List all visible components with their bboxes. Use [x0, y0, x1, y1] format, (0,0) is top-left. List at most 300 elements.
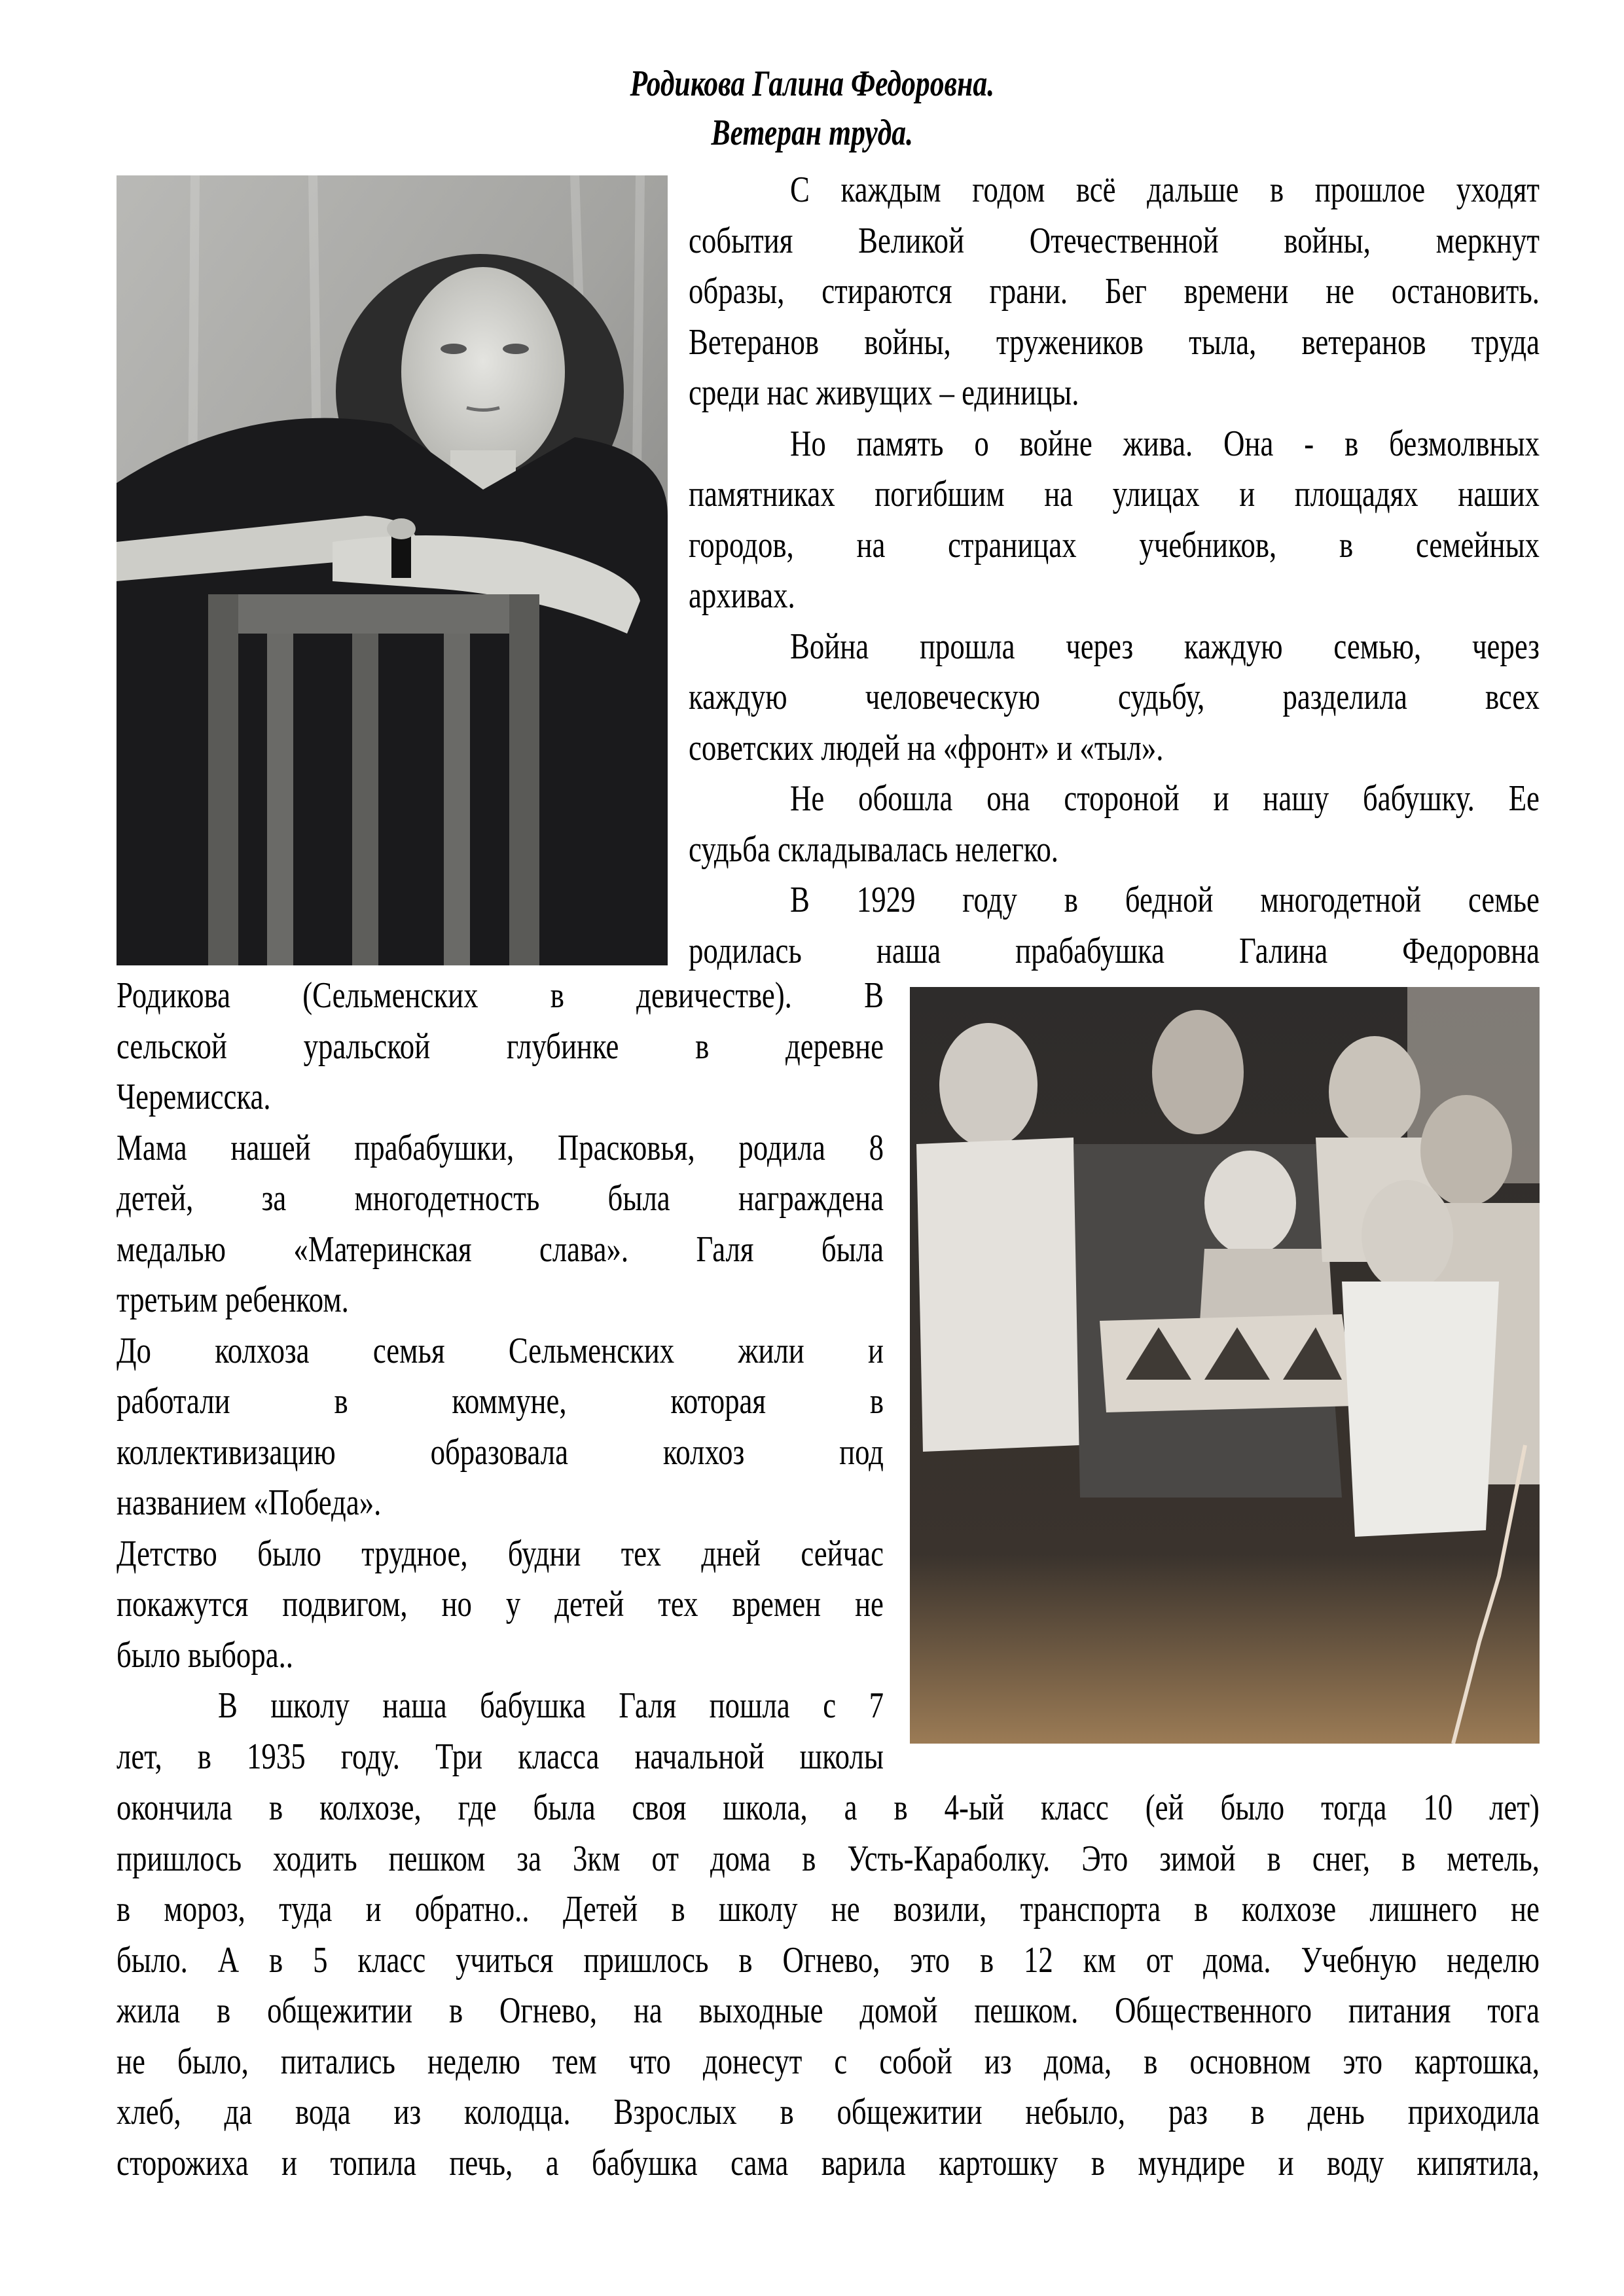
- word: пришлось: [117, 1838, 242, 1879]
- word: от: [1146, 1939, 1174, 1981]
- portrait-photo: [117, 175, 668, 965]
- word: коммуне,: [452, 1381, 567, 1422]
- word: В: [790, 880, 810, 920]
- word: лет): [1489, 1787, 1540, 1828]
- word: в: [217, 1990, 231, 2031]
- word: трудное,: [361, 1533, 468, 1574]
- word: нашей: [230, 1127, 311, 1168]
- family-photo-image: [910, 987, 1540, 1744]
- word: дома: [710, 1838, 771, 1879]
- word: пешком: [388, 1838, 486, 1879]
- word: Ветеранов: [689, 321, 820, 363]
- word: погибшим: [875, 474, 1005, 514]
- word: годом: [972, 170, 1045, 210]
- text-line: [790, 774, 1540, 824]
- word: тех: [658, 1584, 698, 1624]
- word: возили,: [893, 1889, 987, 1929]
- word: питания: [1348, 1990, 1451, 2031]
- word: с: [823, 1685, 837, 1726]
- word: До: [117, 1330, 151, 1371]
- word: из: [984, 2041, 1012, 2082]
- text-line: [117, 1427, 884, 1478]
- word: общежитии: [267, 1990, 413, 2031]
- word: приходила: [1407, 2092, 1540, 2132]
- word: учиться: [456, 1939, 554, 1981]
- word: класс: [357, 1939, 426, 1981]
- word: Это: [1081, 1838, 1128, 1879]
- word: общежитии: [837, 2092, 983, 2132]
- word: не: [117, 2041, 145, 2082]
- word: наша: [876, 930, 941, 971]
- word: в: [550, 975, 564, 1016]
- word: лишнего: [1369, 1889, 1477, 1929]
- word: прабабушка: [1015, 930, 1165, 971]
- word: в: [1091, 2142, 1105, 2183]
- word: 10: [1423, 1787, 1453, 1828]
- text-line: [117, 1732, 884, 1782]
- word: Усть-Караболку.: [847, 1838, 1051, 1879]
- text-line: [117, 1376, 884, 1427]
- word: небыло,: [1025, 2092, 1126, 2132]
- word: колхозе,: [319, 1787, 422, 1828]
- word: вода: [295, 2092, 351, 2132]
- word: из: [393, 2092, 422, 2132]
- word: в: [117, 1889, 131, 1929]
- word: многодетной: [1260, 880, 1422, 920]
- word: раз: [1168, 2092, 1208, 2132]
- word: бабушка: [480, 1685, 586, 1726]
- word: топила: [330, 2142, 416, 2183]
- word: класса: [518, 1736, 600, 1777]
- text-line: [117, 1884, 1540, 1935]
- word: мундире: [1138, 2142, 1246, 2183]
- word: учебников,: [1139, 524, 1277, 565]
- word: в: [979, 1939, 994, 1981]
- text-line: названием «Победа».: [117, 1482, 382, 1523]
- word: прошла: [919, 626, 1015, 667]
- word: войне: [1019, 423, 1092, 464]
- word: дальше: [1147, 170, 1239, 210]
- word: колодца.: [463, 2092, 571, 2132]
- word: прошлое: [1314, 170, 1426, 210]
- word: и: [281, 2142, 297, 2183]
- word: А: [217, 1939, 240, 1981]
- text-line: [689, 520, 1540, 571]
- word: Бег: [1104, 271, 1147, 312]
- text-line: [689, 216, 1540, 266]
- word: была: [821, 1229, 884, 1270]
- word: школы: [799, 1736, 884, 1777]
- text-line: судьба складывалась нелегко.: [689, 829, 1058, 870]
- text-line: советских людей на «фронт» и «тыл».: [689, 727, 1164, 768]
- word: 5: [313, 1939, 328, 1981]
- word: детей,: [117, 1178, 194, 1219]
- word: дней: [701, 1533, 761, 1574]
- word: в: [1339, 524, 1354, 565]
- word: она: [986, 778, 1030, 819]
- text-line: [689, 469, 1540, 520]
- word: каждую: [1184, 626, 1283, 667]
- word: день: [1307, 2092, 1365, 2132]
- word: сторожиха: [117, 2142, 249, 2183]
- word: в: [1250, 2092, 1265, 2132]
- word: картошка,: [1415, 2041, 1540, 2082]
- text-line: [117, 2087, 1540, 2138]
- word: варила: [821, 2142, 906, 2183]
- word: труда: [1471, 321, 1540, 363]
- word: разделила: [1282, 677, 1407, 717]
- word: домой: [859, 1990, 938, 2031]
- word: события: [689, 220, 793, 261]
- word: снег,: [1312, 1838, 1371, 1879]
- word: но: [441, 1584, 472, 1624]
- word: в: [449, 1990, 463, 2031]
- word: семью,: [1333, 626, 1422, 667]
- word: и: [867, 1330, 884, 1371]
- word: С: [790, 170, 810, 210]
- word: году.: [340, 1736, 400, 1777]
- word: картошку: [939, 2142, 1058, 2183]
- word: дома.: [1203, 1939, 1271, 1981]
- word: стороной: [1064, 778, 1180, 819]
- text-line: [117, 971, 884, 1021]
- word: в: [802, 1838, 816, 1879]
- word: многодетность: [354, 1178, 540, 1219]
- word: войны,: [864, 321, 951, 363]
- word: а: [844, 1787, 857, 1828]
- word: за: [261, 1178, 287, 1219]
- word: в: [1064, 880, 1078, 920]
- word: не: [855, 1584, 884, 1624]
- word: остановить.: [1391, 271, 1540, 312]
- word: не: [1510, 1889, 1540, 1929]
- word: году: [962, 880, 1017, 920]
- word: о: [974, 423, 989, 464]
- word: колхозе: [1241, 1889, 1337, 1929]
- word: образы,: [689, 271, 785, 312]
- word: Но: [790, 423, 826, 464]
- text-line: [117, 1986, 1540, 2036]
- word: это: [910, 1939, 950, 1981]
- word: неделю: [1447, 1939, 1540, 1981]
- word: покажутся: [117, 1584, 249, 1624]
- word: тружеников: [996, 321, 1144, 363]
- word: Детей: [562, 1889, 638, 1929]
- word: память: [856, 423, 944, 464]
- word: семья: [372, 1330, 445, 1371]
- word: памятниках: [689, 474, 835, 514]
- text-line: [117, 2037, 1540, 2087]
- word: дома,: [1043, 2041, 1112, 2082]
- word: у: [505, 1584, 521, 1624]
- word: в: [268, 1787, 283, 1828]
- word: Детство: [117, 1533, 217, 1574]
- word: войны,: [1284, 220, 1371, 261]
- word: через: [1066, 626, 1134, 667]
- word: обошла: [858, 778, 953, 819]
- word: Огнево,: [499, 1990, 598, 2031]
- word: подвигом,: [282, 1584, 408, 1624]
- word: каждым: [840, 170, 941, 210]
- word: родила: [738, 1127, 825, 1168]
- word: не: [831, 1889, 860, 1929]
- text-line: [117, 1326, 884, 1376]
- word: детей: [554, 1584, 624, 1624]
- word: семейных: [1415, 524, 1540, 565]
- text-line: [117, 1529, 884, 1579]
- word: км: [1083, 1939, 1116, 1981]
- word: наша: [382, 1685, 447, 1726]
- word: (Сельменских: [302, 975, 478, 1016]
- text-line: [790, 419, 1540, 469]
- text-line: было выбора..: [117, 1634, 293, 1676]
- word: была: [533, 1787, 596, 1828]
- word: Война: [790, 626, 869, 667]
- word: в: [1144, 2041, 1158, 2082]
- word: 12: [1024, 1939, 1053, 1981]
- word: кипятила,: [1416, 2142, 1540, 2183]
- word: Великой: [858, 220, 965, 261]
- word: где: [458, 1787, 497, 1828]
- word: ходить: [273, 1838, 357, 1879]
- word: школа,: [723, 1787, 808, 1828]
- word: работали: [117, 1381, 230, 1422]
- word: площадях: [1294, 474, 1418, 514]
- word: пошла: [709, 1685, 790, 1726]
- word: улицах: [1112, 474, 1200, 514]
- word: Родикова: [117, 975, 231, 1016]
- word: было,: [177, 2041, 249, 2082]
- word: в: [1344, 423, 1359, 464]
- word: колхоза: [215, 1330, 310, 1371]
- word: уходят: [1456, 170, 1540, 210]
- word: на: [856, 524, 886, 565]
- family-photo: [910, 987, 1540, 1744]
- word: своя: [632, 1787, 687, 1828]
- text-line: [117, 2138, 1540, 2189]
- text-line: Черемисска.: [117, 1077, 271, 1117]
- word: зимой: [1159, 1838, 1236, 1879]
- word: Ее: [1508, 778, 1540, 819]
- word: родилась: [689, 930, 802, 971]
- word: 3км: [573, 1838, 621, 1879]
- word: в: [671, 1889, 685, 1929]
- word: хлеб,: [117, 2092, 181, 2132]
- text-line: [117, 1783, 1540, 1833]
- word: и: [1239, 474, 1255, 514]
- word: окончила: [117, 1787, 233, 1828]
- word: было: [1220, 1787, 1285, 1828]
- word: обратно..: [414, 1889, 530, 1929]
- word: коллективизацию: [117, 1431, 336, 1473]
- word: тыла,: [1189, 321, 1257, 363]
- word: Огнево,: [782, 1939, 880, 1981]
- word: мороз,: [164, 1889, 245, 1929]
- word: бедной: [1125, 880, 1214, 920]
- word: (ей: [1145, 1787, 1184, 1828]
- word: всё: [1075, 170, 1116, 210]
- word: тогда: [1321, 1787, 1387, 1828]
- word: времен: [732, 1584, 821, 1624]
- word: безмолвных: [1389, 423, 1540, 464]
- word: через: [1472, 626, 1540, 667]
- text-line: [117, 1174, 884, 1224]
- word: Три: [435, 1736, 483, 1777]
- word: Учебную: [1301, 1939, 1417, 1981]
- word: прабабушки,: [354, 1127, 514, 1168]
- word: собой: [879, 2041, 952, 2082]
- word: на: [1044, 474, 1074, 514]
- word: жила: [117, 1990, 181, 2031]
- word: образовала: [430, 1431, 568, 1473]
- word: в: [1401, 1838, 1416, 1879]
- word: школу: [270, 1685, 350, 1726]
- word: лет,: [117, 1736, 162, 1777]
- word: а: [545, 2142, 559, 2183]
- word: в: [197, 1736, 211, 1777]
- word: тех: [621, 1533, 661, 1574]
- word: в: [780, 2092, 794, 2132]
- text-line: [117, 1022, 884, 1072]
- word: в: [893, 1787, 908, 1828]
- portrait-photo-image: [117, 175, 668, 965]
- word: уральской: [303, 1026, 431, 1067]
- word: школу: [718, 1889, 798, 1929]
- word: человеческую: [865, 677, 1040, 717]
- word: в: [1269, 170, 1284, 210]
- word: туда: [279, 1889, 333, 1929]
- text-line: [117, 1935, 1540, 1986]
- word: пешком.: [974, 1990, 1079, 2031]
- text-line: [117, 1579, 884, 1630]
- word: неделю: [427, 2041, 520, 2082]
- word: под: [839, 1431, 884, 1473]
- text-line: третьим ребенком.: [117, 1280, 349, 1320]
- text-line: архивах.: [689, 575, 795, 616]
- word: и: [1213, 778, 1229, 819]
- word: глубинке: [506, 1026, 619, 1067]
- word: основном: [1189, 2041, 1311, 2082]
- word: донесут: [702, 2041, 803, 2082]
- word: Прасковья,: [557, 1127, 695, 1168]
- text-line: [117, 1834, 1540, 1884]
- word: каждую: [689, 677, 787, 717]
- word: транспорта: [1020, 1889, 1161, 1929]
- word: слава».: [539, 1229, 629, 1270]
- word: жили: [738, 1330, 804, 1371]
- word: 4-ый: [944, 1787, 1005, 1828]
- text-line: [790, 622, 1540, 672]
- word: -: [1304, 423, 1314, 464]
- word: времени: [1183, 271, 1289, 312]
- word: медалью: [117, 1229, 226, 1270]
- text-line: [117, 1225, 884, 1275]
- word: которая: [670, 1381, 767, 1422]
- word: сама: [731, 2142, 789, 2183]
- title-name-text: Родикова Галина Федоровна.: [630, 63, 994, 104]
- word: выходные: [698, 1990, 823, 2031]
- word: это: [1343, 2041, 1383, 2082]
- word: за: [516, 1838, 541, 1879]
- word: 1929: [856, 880, 916, 920]
- word: в: [1267, 1838, 1281, 1879]
- word: бабушка: [592, 2142, 698, 2183]
- word: с: [834, 2041, 848, 2082]
- word: тога: [1487, 1990, 1540, 2031]
- word: грани.: [989, 271, 1068, 312]
- word: тем: [552, 2041, 597, 2082]
- word: Взрослых: [613, 2092, 737, 2132]
- word: что: [628, 2041, 671, 2082]
- word: пришлось: [583, 1939, 709, 1981]
- word: жива.: [1123, 423, 1193, 464]
- text-line: [689, 317, 1540, 368]
- word: не: [1326, 271, 1355, 312]
- word: в: [869, 1381, 884, 1422]
- word: в: [738, 1939, 753, 1981]
- word: В: [864, 975, 884, 1016]
- word: ветеранов: [1301, 321, 1426, 363]
- word: Галина: [1239, 930, 1328, 971]
- text-line: [689, 672, 1540, 723]
- word: всех: [1485, 677, 1540, 717]
- word: Отечественной: [1029, 220, 1219, 261]
- word: в: [695, 1026, 710, 1067]
- word: и: [1278, 2142, 1294, 2183]
- word: бабушку.: [1362, 778, 1475, 819]
- title-subtitle: [0, 115, 1624, 151]
- word: Не: [790, 778, 825, 819]
- word: сейчас: [801, 1533, 884, 1574]
- text-line: среди нас живущих – единицы.: [689, 372, 1079, 413]
- text-line: [790, 875, 1540, 925]
- word: сельской: [117, 1026, 227, 1067]
- text-line: [790, 165, 1540, 215]
- word: Она: [1223, 423, 1274, 464]
- word: Общественного: [1115, 1990, 1312, 2031]
- word: нашу: [1263, 778, 1329, 819]
- word: в: [269, 1939, 283, 1981]
- word: была: [607, 1178, 670, 1219]
- word: страницах: [948, 524, 1077, 565]
- text-line: [689, 266, 1540, 317]
- word: девичестве).: [636, 975, 792, 1016]
- word: меркнут: [1435, 220, 1540, 261]
- word: и: [365, 1889, 382, 1929]
- text-line: [218, 1681, 884, 1731]
- word: стираются: [821, 271, 952, 312]
- word: в: [1194, 1889, 1208, 1929]
- word: было: [257, 1533, 321, 1574]
- word: класс: [1041, 1787, 1109, 1828]
- word: судьбу,: [1118, 677, 1205, 717]
- word: питались: [280, 2041, 395, 2082]
- text-line: [117, 1123, 884, 1174]
- word: награждена: [738, 1178, 884, 1219]
- word: Мама: [117, 1127, 187, 1168]
- word: воду: [1326, 2142, 1384, 2183]
- word: Галя: [619, 1685, 677, 1726]
- word: семье: [1468, 880, 1540, 920]
- word: 8: [869, 1127, 884, 1168]
- word: Галя: [696, 1229, 754, 1270]
- word: метель,: [1447, 1838, 1540, 1879]
- word: 7: [869, 1685, 884, 1726]
- word: деревне: [785, 1026, 884, 1067]
- word: наших: [1458, 474, 1540, 514]
- word: В: [218, 1685, 238, 1726]
- word: начальной: [634, 1736, 765, 1777]
